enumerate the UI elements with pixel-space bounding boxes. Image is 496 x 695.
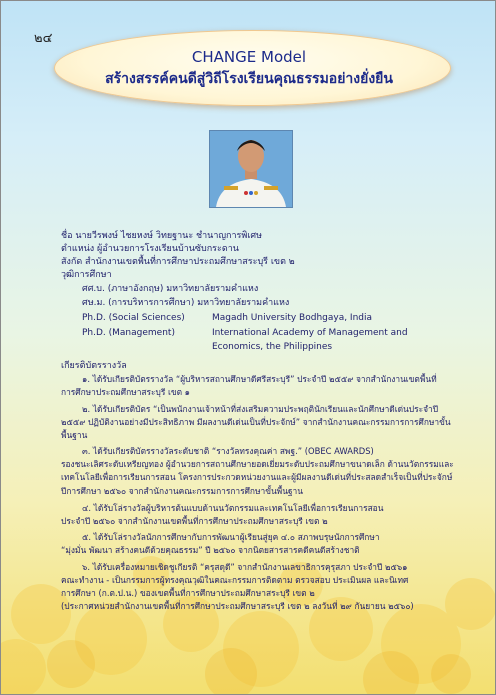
education-degree: Ph.D. (Social Sciences) [82,313,185,323]
award-line: ๔. ได้รับโล่รางวัลผู้บริหารต้นแบบด้านนวัตกรรมและเทคโนโลยีเพื่อการเรียนการสอน [82,503,384,513]
award-line: ปีการศึกษา ๒๕๖๐ จากสำนักงานคณะกรรมการการศึกษาขั้นพื้นฐาน [61,486,303,496]
education-degree: ศษ.ม. (การบริหารการศึกษา) มหาวิทยาลัยรามคำแหง [82,298,290,308]
award-line: ๒. ได้รับเกียรติบัตร “เป็นพนักงานเจ้าหน้าที่ส่งเสริมความประพฤตินักเรียนและนักศึกษาดีเด่นประจำปี [82,404,439,414]
education-heading: วุฒิการศึกษา [61,270,112,280]
profile-name: ชื่อ นายวีรพงษ์ ไชยหงษ์ วิทยฐานะ ชำนาญการพิเศษ [61,231,263,241]
award-line: คณะทำงาน - เป็นกรรมการผู้ทรงคุณวุฒิในคณะกรรมการติดตาม ตรวจสอบ ประเมินผล และนิเทศ [61,575,409,585]
education-institution: Economics, the Philippines [212,342,333,352]
profile-photo [209,130,293,208]
education-degree: Ph.D. (Management) [82,328,175,338]
page-number: ๒๔ [34,31,53,46]
education-institution: Magadh University Bodhgaya, India [212,313,373,323]
award-line: ๖. ได้รับเครื่องหมายเชิดชูเกียรติ “ครุสดุดี” จากสำนักงานเลขาธิการคุรุสภา ประจำปี ๒๕๖๑ [82,562,408,572]
award-line: “มุ่งมั่น พัฒนา สร้างคนดีด้วยคุณธรรม” ปี ๒๕๖๐ จากนิตยสารสารคดีคนดีสร้างชาติ [61,545,360,555]
education-degree: ศศ.บ. (ภาษาอังกฤษ) มหาวิทยาลัยรามคำแหง [82,284,259,294]
profile-position: ตำแหน่ง ผู้อำนวยการโรงเรียนบ้านซับกระดาน [61,244,239,254]
award-line: ๕. ได้รับโล่รางวัลนักการศึกษากับการพัฒนาผู้เรียนสู่ยุค ๔.๐ สภาพบรุษนักการศึกษา [82,532,380,542]
award-line: พื้นฐาน [61,430,88,440]
award-line: เทคโนโลยีเพื่อการเรียนการสอน โครงการประกวดหน่วยงานและผู้มีผลงานดีเด่นที่ประสลดสำเร็จเป็นที่ประจักษ์ [61,472,453,482]
awards-heading: เกียรติบัตรรางวัล [61,361,127,371]
profile-affiliation: สังกัด สำนักงานเขตพื้นที่การศึกษาประถมศึกษาสระบุรี เขต ๒ [61,257,295,267]
award-line: ๑. ได้รับเกียรติบัตรรางวัล “ผู้บริหารสถานศึกษาดีศรีสระบุรี” ประจำปี ๒๕๕๙ จากสำนักงานเขตพื้นที่ [82,374,437,384]
education-institution: International Academy of Management and [212,328,408,338]
award-line: ๓. ได้รับเกียรติบัตรรางวัลระดับชาติ “รางวัลทรงคุณค่า สพฐ.” (OBEC AWARDS) [82,446,374,456]
award-line: (ประกาศหน่วยสำนักงานเขตพื้นที่การศึกษาประถมศึกษาสระบุรี เขต ๒ ลงวันที่ ๒๙ กันยายน ๒๕๖๐) [61,601,414,611]
award-line: รองชนะเลิศระดับเหรียญทอง ผู้อำนวยการสถานศึกษายอดเยี่ยมระดับประถมศึกษาขนาดเล็ก ด้านนวัตกรรมและ [61,459,454,469]
award-line: การศึกษา (ก.ต.ป.น.) ของเขตพื้นที่การศึกษาประถมศึกษาสระบุรี เขต ๒ [61,588,315,598]
award-line: การศึกษาประถมศึกษาสระบุรี เขต ๑ [61,387,190,397]
award-line: ๒๕๕๙ ปฏิบัติงานอย่างมีประสิทธิภาพ มีผลงานดีเด่นเป็นที่ประจักษ์” จากสำนักงานคณะกรรมการการศึกษาขั้น [61,417,451,427]
award-line: ประจำปี ๒๕๖๐ จากสำนักงานเขตพื้นที่การศึกษาประถมศึกษาสระบุรี เขต ๒ [61,516,328,526]
title-thai: สร้างสรรค์คนดีสู่วิถีโรงเรียนคุณธรรมอย่างยั่งยืน [105,71,393,87]
title-english: CHANGE Model [191,48,307,66]
